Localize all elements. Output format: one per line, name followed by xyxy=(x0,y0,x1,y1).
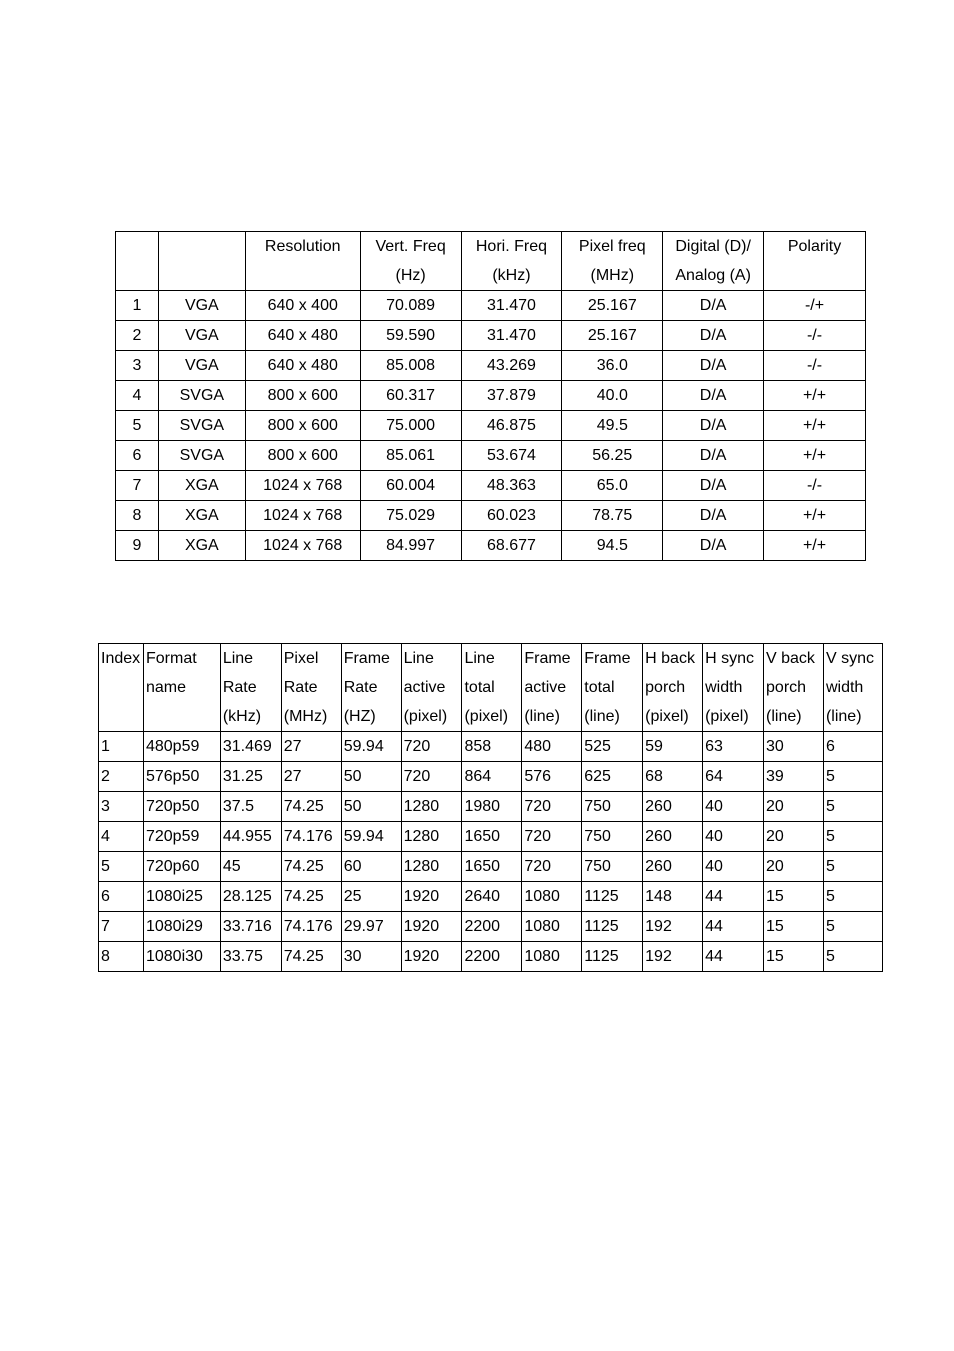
video-cell: 864 xyxy=(462,762,522,792)
video-header-row xyxy=(99,644,883,732)
vga-header-row xyxy=(116,232,866,291)
vga-cell: 1024 x 768 xyxy=(245,531,360,561)
video-cell: 576p50 xyxy=(143,762,220,792)
video-cell: 44.955 xyxy=(220,822,281,852)
vga-cell: 800 x 600 xyxy=(245,411,360,441)
video-cell: 1980 xyxy=(462,792,522,822)
video-cell: 260 xyxy=(643,822,703,852)
video-header-text: (kHz) xyxy=(222,708,262,725)
vga-row xyxy=(116,501,866,531)
video-cell: 720p60 xyxy=(143,852,220,882)
video-cell: 1080 xyxy=(522,882,582,912)
vga-header-cell xyxy=(562,232,663,291)
video-cell: 858 xyxy=(462,732,522,762)
vga-cell: -/- xyxy=(764,351,866,381)
video-cell: 74.25 xyxy=(281,792,341,822)
video-cell: 260 xyxy=(643,792,703,822)
vga-header-text: Hori. Freq xyxy=(475,238,547,255)
video-header-text: Rate xyxy=(222,679,257,696)
video-cell: 40 xyxy=(703,852,764,882)
video-header-text: total xyxy=(584,679,615,696)
video-header-cell xyxy=(281,644,341,732)
video-header-text: porch xyxy=(645,679,686,696)
video-cell: 1280 xyxy=(401,822,462,852)
video-cell: 1 xyxy=(99,732,144,762)
video-header-cell xyxy=(582,644,643,732)
video-cell: 59 xyxy=(643,732,703,762)
video-cell: 1080 xyxy=(522,942,582,972)
vga-row xyxy=(116,351,866,381)
vga-row xyxy=(116,471,866,501)
video-header-cell xyxy=(462,644,522,732)
video-header-text: H back xyxy=(645,650,695,667)
video-header-text: (pixel) xyxy=(645,708,689,725)
vga-cell: 49.5 xyxy=(562,411,663,441)
vga-cell: D/A xyxy=(663,381,764,411)
video-cell: 2 xyxy=(99,762,144,792)
video-header-text: Line xyxy=(222,650,254,667)
vga-cell: 640 x 400 xyxy=(245,291,360,321)
video-cell: 20 xyxy=(764,822,824,852)
vga-cell: 84.997 xyxy=(360,531,461,561)
video-cell: 28.125 xyxy=(220,882,281,912)
vga-cell: 75.029 xyxy=(360,501,461,531)
video-cell: 64 xyxy=(703,762,764,792)
vga-cell: D/A xyxy=(663,531,764,561)
vga-cell: 800 x 600 xyxy=(245,381,360,411)
video-cell: 720 xyxy=(522,822,582,852)
video-cell: 50 xyxy=(341,792,401,822)
vga-cell: 36.0 xyxy=(562,351,663,381)
video-cell: 45 xyxy=(220,852,281,882)
video-cell: 1650 xyxy=(462,822,522,852)
vga-header-text: Polarity xyxy=(787,238,842,255)
video-cell: 1125 xyxy=(582,912,643,942)
vga-header-text: (kHz) xyxy=(492,267,531,284)
vga-cell: 3 xyxy=(116,351,159,381)
video-cell: 5 xyxy=(823,882,882,912)
video-cell: 15 xyxy=(764,912,824,942)
vga-cell: 2 xyxy=(116,321,159,351)
vga-cell: 65.0 xyxy=(562,471,663,501)
vga-header-cell xyxy=(116,232,159,291)
vga-cell: VGA xyxy=(158,321,245,351)
video-cell: 8 xyxy=(99,942,144,972)
video-cell: 148 xyxy=(643,882,703,912)
vga-header-cell xyxy=(360,232,461,291)
video-cell: 40 xyxy=(703,822,764,852)
vga-header-text: Vert. Freq xyxy=(375,238,446,255)
video-cell: 720 xyxy=(401,732,462,762)
vga-cell: 46.875 xyxy=(461,411,562,441)
vga-header-text: Digital (D)/ xyxy=(675,238,751,255)
video-header-cell xyxy=(703,644,764,732)
video-header-cell xyxy=(99,644,144,732)
video-table-body xyxy=(99,644,883,972)
video-cell: 1920 xyxy=(401,912,462,942)
vga-cell: 40.0 xyxy=(562,381,663,411)
video-cell: 5 xyxy=(823,792,882,822)
video-cell: 5 xyxy=(823,852,882,882)
vga-cell: +/+ xyxy=(764,411,866,441)
video-cell: 625 xyxy=(582,762,643,792)
vga-cell: D/A xyxy=(663,351,764,381)
video-cell: 63 xyxy=(703,732,764,762)
video-cell: 720 xyxy=(522,852,582,882)
vga-table-body xyxy=(116,232,866,561)
vga-row xyxy=(116,441,866,471)
vga-cell: 43.269 xyxy=(461,351,562,381)
vga-cell: 70.089 xyxy=(360,291,461,321)
vga-cell: 53.674 xyxy=(461,441,562,471)
vga-row xyxy=(116,411,866,441)
video-cell: 50 xyxy=(341,762,401,792)
vga-cell: 4 xyxy=(116,381,159,411)
video-cell: 31.25 xyxy=(220,762,281,792)
video-cell: 30 xyxy=(764,732,824,762)
video-row xyxy=(99,852,883,882)
video-cell: 60 xyxy=(341,852,401,882)
video-cell: 1080i25 xyxy=(143,882,220,912)
video-row xyxy=(99,792,883,822)
video-cell: 15 xyxy=(764,942,824,972)
video-cell: 59.94 xyxy=(341,822,401,852)
video-header-text: Pixel xyxy=(283,650,319,667)
video-cell: 39 xyxy=(764,762,824,792)
video-row xyxy=(99,882,883,912)
video-cell: 1080i30 xyxy=(143,942,220,972)
video-header-cell xyxy=(522,644,582,732)
vga-cell: 85.061 xyxy=(360,441,461,471)
video-cell: 1125 xyxy=(582,882,643,912)
video-cell: 1920 xyxy=(401,942,462,972)
vga-timing-table xyxy=(115,231,866,561)
vga-header-cell xyxy=(245,232,360,291)
vga-cell: XGA xyxy=(158,471,245,501)
video-header-cell xyxy=(220,644,281,732)
vga-cell: 800 x 600 xyxy=(245,441,360,471)
vga-cell: 68.677 xyxy=(461,531,562,561)
vga-header-text: (MHz) xyxy=(590,267,635,284)
video-cell: 59.94 xyxy=(341,732,401,762)
video-header-cell xyxy=(643,644,703,732)
video-cell: 74.176 xyxy=(281,822,341,852)
video-row xyxy=(99,822,883,852)
video-header-cell xyxy=(143,644,220,732)
video-cell: 720 xyxy=(401,762,462,792)
vga-cell: 25.167 xyxy=(562,321,663,351)
vga-row xyxy=(116,531,866,561)
vga-header-cell xyxy=(764,232,866,291)
video-header-text: Line xyxy=(464,650,495,667)
vga-cell: 6 xyxy=(116,441,159,471)
vga-cell: 60.004 xyxy=(360,471,461,501)
vga-cell: -/- xyxy=(764,471,866,501)
vga-cell: XGA xyxy=(158,501,245,531)
video-header-text: (line) xyxy=(766,708,802,725)
video-cell: 27 xyxy=(281,762,341,792)
vga-cell: -/+ xyxy=(764,291,866,321)
video-cell: 480p59 xyxy=(143,732,220,762)
video-row xyxy=(99,942,883,972)
video-cell: 5 xyxy=(99,852,144,882)
vga-cell: 5 xyxy=(116,411,159,441)
video-header-text: V sync xyxy=(825,650,874,667)
video-cell: 44 xyxy=(703,912,764,942)
video-cell: 720p50 xyxy=(143,792,220,822)
video-header-text: (pixel) xyxy=(464,708,509,725)
vga-cell: +/+ xyxy=(764,381,866,411)
video-cell: 1280 xyxy=(401,852,462,882)
vga-cell: 1024 x 768 xyxy=(245,501,360,531)
video-header-text: Frame xyxy=(584,650,631,667)
vga-cell: SVGA xyxy=(158,441,245,471)
video-header-text: Rate xyxy=(343,679,378,696)
video-format-table xyxy=(98,643,883,972)
vga-cell: 31.470 xyxy=(461,321,562,351)
video-header-text: (pixel) xyxy=(705,708,749,725)
vga-cell: D/A xyxy=(663,321,764,351)
vga-header-text: (Hz) xyxy=(395,267,426,284)
video-cell: 74.176 xyxy=(281,912,341,942)
video-cell: 1920 xyxy=(401,882,462,912)
video-cell: 576 xyxy=(522,762,582,792)
vga-cell: 75.000 xyxy=(360,411,461,441)
video-header-text: active xyxy=(524,679,567,696)
vga-cell: 94.5 xyxy=(562,531,663,561)
video-header-text: (line) xyxy=(524,708,560,725)
video-cell: 4 xyxy=(99,822,144,852)
video-cell: 3 xyxy=(99,792,144,822)
vga-header-text: Resolution xyxy=(264,238,341,255)
video-cell: 37.5 xyxy=(220,792,281,822)
vga-cell: VGA xyxy=(158,291,245,321)
video-header-text: width xyxy=(705,679,743,696)
vga-cell: 48.363 xyxy=(461,471,562,501)
vga-header-cell xyxy=(158,232,245,291)
vga-cell: 85.008 xyxy=(360,351,461,381)
video-cell: 33.75 xyxy=(220,942,281,972)
video-header-cell xyxy=(401,644,462,732)
video-row xyxy=(99,912,883,942)
video-cell: 74.25 xyxy=(281,882,341,912)
video-cell: 480 xyxy=(522,732,582,762)
vga-cell: 640 x 480 xyxy=(245,351,360,381)
video-cell: 5 xyxy=(823,822,882,852)
video-cell: 20 xyxy=(764,792,824,822)
video-cell: 2200 xyxy=(462,942,522,972)
vga-header-cell xyxy=(461,232,562,291)
video-cell: 1125 xyxy=(582,942,643,972)
vga-cell: D/A xyxy=(663,501,764,531)
video-cell: 750 xyxy=(582,852,643,882)
video-cell: 5 xyxy=(823,942,882,972)
video-header-text: (line) xyxy=(584,708,620,725)
video-cell: 6 xyxy=(99,882,144,912)
video-cell: 750 xyxy=(582,822,643,852)
vga-cell: VGA xyxy=(158,351,245,381)
vga-cell: 60.317 xyxy=(360,381,461,411)
video-cell: 1280 xyxy=(401,792,462,822)
video-header-text: Index xyxy=(101,650,141,667)
video-cell: 74.25 xyxy=(281,852,341,882)
vga-cell: 8 xyxy=(116,501,159,531)
video-cell: 6 xyxy=(823,732,882,762)
video-row xyxy=(99,762,883,792)
video-cell: 29.97 xyxy=(341,912,401,942)
vga-cell: 56.25 xyxy=(562,441,663,471)
vga-cell: -/- xyxy=(764,321,866,351)
video-header-text: Frame xyxy=(524,650,571,667)
vga-cell: +/+ xyxy=(764,531,866,561)
vga-cell: 1 xyxy=(116,291,159,321)
video-cell: 192 xyxy=(643,912,703,942)
vga-cell: D/A xyxy=(663,471,764,501)
video-cell: 40 xyxy=(703,792,764,822)
video-header-cell xyxy=(341,644,401,732)
video-cell: 74.25 xyxy=(281,942,341,972)
vga-cell: 640 x 480 xyxy=(245,321,360,351)
vga-header-cell xyxy=(663,232,764,291)
video-cell: 1080 xyxy=(522,912,582,942)
video-header-text: (MHz) xyxy=(283,708,328,725)
video-header-text: (line) xyxy=(825,708,862,725)
vga-cell: D/A xyxy=(663,411,764,441)
video-header-text: Line xyxy=(403,650,434,667)
video-cell: 192 xyxy=(643,942,703,972)
video-cell: 720p59 xyxy=(143,822,220,852)
vga-cell: +/+ xyxy=(764,501,866,531)
vga-cell: 59.590 xyxy=(360,321,461,351)
video-cell: 15 xyxy=(764,882,824,912)
video-cell: 260 xyxy=(643,852,703,882)
video-cell: 25 xyxy=(341,882,401,912)
video-cell: 44 xyxy=(703,882,764,912)
video-cell: 1080i29 xyxy=(143,912,220,942)
vga-cell: 78.75 xyxy=(562,501,663,531)
video-cell: 20 xyxy=(764,852,824,882)
video-cell: 33.716 xyxy=(220,912,281,942)
video-cell: 750 xyxy=(582,792,643,822)
vga-cell: 1024 x 768 xyxy=(245,471,360,501)
vga-cell: D/A xyxy=(663,441,764,471)
vga-cell: 60.023 xyxy=(461,501,562,531)
vga-cell: 31.470 xyxy=(461,291,562,321)
video-cell: 30 xyxy=(341,942,401,972)
vga-cell: 9 xyxy=(116,531,159,561)
video-cell: 1650 xyxy=(462,852,522,882)
video-cell: 31.469 xyxy=(220,732,281,762)
video-header-text: name xyxy=(145,679,187,696)
vga-cell: 7 xyxy=(116,471,159,501)
vga-cell: SVGA xyxy=(158,381,245,411)
video-cell: 7 xyxy=(99,912,144,942)
video-header-text: V back xyxy=(766,650,815,667)
video-header-cell xyxy=(764,644,824,732)
vga-row xyxy=(116,381,866,411)
video-header-text: (pixel) xyxy=(403,708,448,725)
video-header-cell xyxy=(823,644,882,732)
vga-row xyxy=(116,321,866,351)
video-cell: 68 xyxy=(643,762,703,792)
video-header-text: width xyxy=(825,679,864,696)
video-cell: 2200 xyxy=(462,912,522,942)
vga-cell: SVGA xyxy=(158,411,245,441)
video-cell: 525 xyxy=(582,732,643,762)
vga-header-text: Analog (A) xyxy=(675,267,751,284)
vga-header-text: Pixel freq xyxy=(578,238,646,255)
video-row xyxy=(99,732,883,762)
video-header-text: H sync xyxy=(705,650,754,667)
vga-cell: D/A xyxy=(663,291,764,321)
video-header-text: Format xyxy=(145,650,197,667)
video-cell: 5 xyxy=(823,762,882,792)
video-header-text: Rate xyxy=(283,679,318,696)
video-header-text: active xyxy=(403,679,446,696)
vga-cell: 37.879 xyxy=(461,381,562,411)
video-cell: 5 xyxy=(823,912,882,942)
vga-row xyxy=(116,291,866,321)
video-cell: 27 xyxy=(281,732,341,762)
video-header-text: total xyxy=(464,679,495,696)
vga-cell: XGA xyxy=(158,531,245,561)
video-cell: 44 xyxy=(703,942,764,972)
video-cell: 720 xyxy=(522,792,582,822)
vga-cell: 25.167 xyxy=(562,291,663,321)
video-header-text: Frame xyxy=(343,650,390,667)
vga-cell: +/+ xyxy=(764,441,866,471)
video-cell: 2640 xyxy=(462,882,522,912)
video-header-text: (HZ) xyxy=(343,708,376,725)
video-header-text: porch xyxy=(766,679,807,696)
